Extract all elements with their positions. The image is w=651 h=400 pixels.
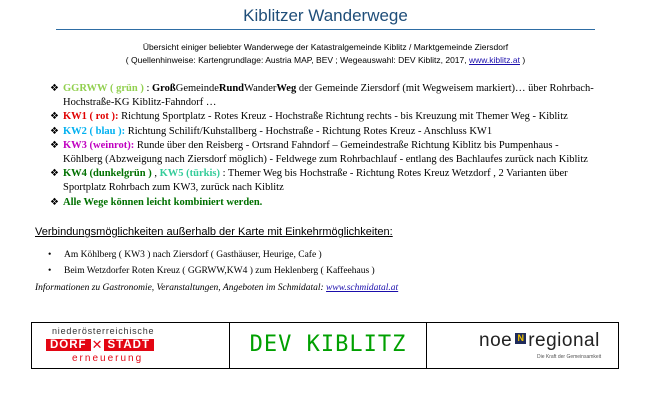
acronym-part: Groß — [152, 83, 176, 94]
route-ggrww — [50, 82, 598, 110]
route-combine-note — [50, 196, 598, 210]
route-name: KW4 (dunkelgrün ) — [63, 168, 152, 180]
route-kw4-kw5 — [50, 167, 598, 195]
route-name-secondary: KW5 (türkis) — [159, 168, 220, 180]
source-note — [0, 55, 651, 65]
route-kw3 — [50, 139, 598, 167]
dorfstadt-logo — [32, 323, 230, 368]
dorfstadt-top-text: niederösterreichische — [52, 326, 155, 336]
title-underline — [56, 29, 595, 30]
route-name: KW2 ( blau ): — [63, 125, 126, 137]
noe-prefix: noe — [479, 330, 513, 351]
cross-icon: ✕ — [91, 337, 103, 352]
route-description: der Gemeinde Ziersdorf (mit Wegweisem markiert)… über Rohrbach-Hochstraße-KG Kiblitz-Fahndorf … — [63, 83, 594, 109]
noe-word: regional — [528, 330, 600, 351]
route-name: KW1 ( rot ): — [63, 111, 119, 123]
bullet-dot-icon: • — [48, 266, 52, 276]
acronym-rest: Wander — [244, 83, 277, 94]
route-sep: : — [143, 83, 152, 94]
combine-note: Alle Wege können leicht kombiniert werden. — [63, 196, 263, 208]
info-text: Informationen zu Gastronomie, Veranstaltungen, Angeboten im Schmidatal: — [35, 283, 327, 293]
stadt-word: STADT — [104, 339, 154, 351]
diamond-bullet-icon: ❖ — [50, 83, 59, 94]
diamond-bullet-icon: ❖ — [50, 111, 59, 123]
info-line — [35, 283, 398, 293]
route-description: Runde über den Reisberg - Ortsrand Fahndorf – Gemeindestraße Richtung Kiblitz bis Pumpenhaus - Köhlberg (Abzweigung nach Ziersdorf möglich) - Feldwege zum Rohrbachlauf - entlang des Bachlaufes zurück nach Kiblitz — [63, 139, 588, 166]
diamond-bullet-icon: ❖ — [50, 196, 59, 208]
logo-bar — [31, 322, 619, 369]
route-sep: , — [151, 168, 160, 180]
noe-regional-logo — [427, 323, 618, 368]
route-description: : Themer Weg bis Hochstraße - Richtung Rotes Kreuz Wetzdorf , 2 Varianten über Sportplatz Rohrbach zum KW3, zurück nach Kiblitz — [63, 168, 568, 194]
list-item — [48, 263, 375, 279]
noe-tagline: Die Kraft der Gemeinsamkeit — [537, 354, 602, 360]
source-note-suffix: ) — [520, 55, 526, 65]
connection-text: Am Köhlberg ( KW3 ) nach Ziersdorf ( Gasthäuser, Heurige, Cafe ) — [64, 250, 322, 260]
route-name: GGRWW ( grün ) — [63, 83, 144, 94]
list-item — [48, 247, 375, 263]
acronym-part: Weg — [276, 83, 297, 94]
bullet-dot-icon: • — [48, 250, 52, 260]
connection-text: Beim Wetzdorfer Roten Kreuz ( GGRWW,KW4 ) zum Heklenberg ( Kaffeehaus ) — [64, 266, 375, 276]
diamond-bullet-icon: ❖ — [50, 168, 59, 180]
subtitle: Übersicht einiger beliebter Wanderwege der Katastralgemeinde Kiblitz / Marktgemeinde Ziersdorf — [142, 42, 509, 52]
dev-kiblitz-logo — [230, 323, 427, 368]
dorf-word: DORF — [46, 339, 91, 351]
schmidatal-link[interactable]: www.schmidatal.at — [326, 283, 399, 293]
connections-list — [48, 247, 375, 279]
acronym-rest: Gemeinde — [175, 83, 219, 94]
route-description: Richtung Sportplatz - Rotes Kreuz - Hochstraße Richtung rechts - bis Kreuzung mit Themer Weg - Kiblitz — [118, 111, 568, 123]
route-list — [50, 82, 598, 210]
connections-heading: Verbindungsmöglichkeiten außerhalb der Karte mit Einkehrmöglichkeiten: — [35, 226, 393, 238]
noe-badge-icon: N — [515, 333, 526, 344]
source-note-text: ( Quellenhinweise: Kartengrundlage: Austria MAP, BEV ; Wegeauswahl: DEV Kiblitz, 2017, — [125, 55, 469, 65]
acronym-part: Rund — [218, 83, 244, 94]
dorfstadt-wordmark — [46, 338, 154, 352]
dorfstadt-bottom-text: erneuerung — [72, 353, 144, 364]
kiblitz-link[interactable]: www.kiblitz.at — [468, 55, 520, 65]
noe-regional-wordmark — [479, 330, 600, 352]
route-kw2 — [50, 125, 598, 139]
dev-kiblitz-text: DEV KIBLITZ — [249, 332, 407, 357]
diamond-bullet-icon: ❖ — [50, 125, 59, 137]
page-title: Kiblitzer Wanderwege — [243, 6, 408, 25]
route-description: Richtung Schilift/Kuhstallberg - Hochstraße - Richtung Rotes Kreuz - Anschluss KW1 — [125, 125, 493, 137]
diamond-bullet-icon: ❖ — [50, 139, 59, 151]
route-kw1 — [50, 110, 598, 124]
route-name: KW3 (weinrot): — [63, 139, 135, 151]
